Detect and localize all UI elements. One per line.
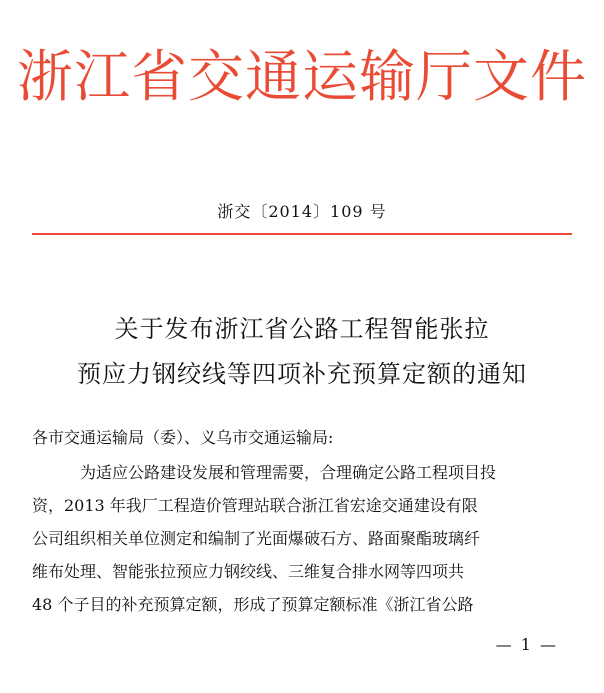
document-number: 浙交〔2014〕109 号 [217, 202, 387, 221]
body-text-line: 为适应公路建设发展和管理需要，合理确定公路工程项目投 [80, 463, 497, 482]
notice-title-line-1: 关于发布浙江省公路工程智能张拉 [114, 315, 490, 343]
body-text-line: 公司组织相关单位测定和编制了光面爆破石方、路面聚酯玻璃纤 [32, 529, 481, 548]
body-text-line: 维布处理、智能张拉预应力钢绞线、三维复合排水网等四项共 [32, 562, 465, 581]
notice-title-line-2: 预应力钢绞线等四项补充预算定额的通知 [77, 360, 527, 388]
body-text-line: 资，2013 年我厂工程造价管理站联合浙江省宏途交通建设有限 [32, 496, 478, 515]
page-number: — 1 — [495, 635, 558, 654]
body-text-line: 48 个子目的补充预算定额，形成了预算定额标准《浙江省公路 [32, 595, 474, 614]
document-header-title: 浙江省交通运输厅文件 [17, 45, 587, 110]
red-divider-rule [32, 233, 572, 235]
addressee-line: 各市交通运输局（委）、义乌市交通运输局: [32, 428, 334, 447]
